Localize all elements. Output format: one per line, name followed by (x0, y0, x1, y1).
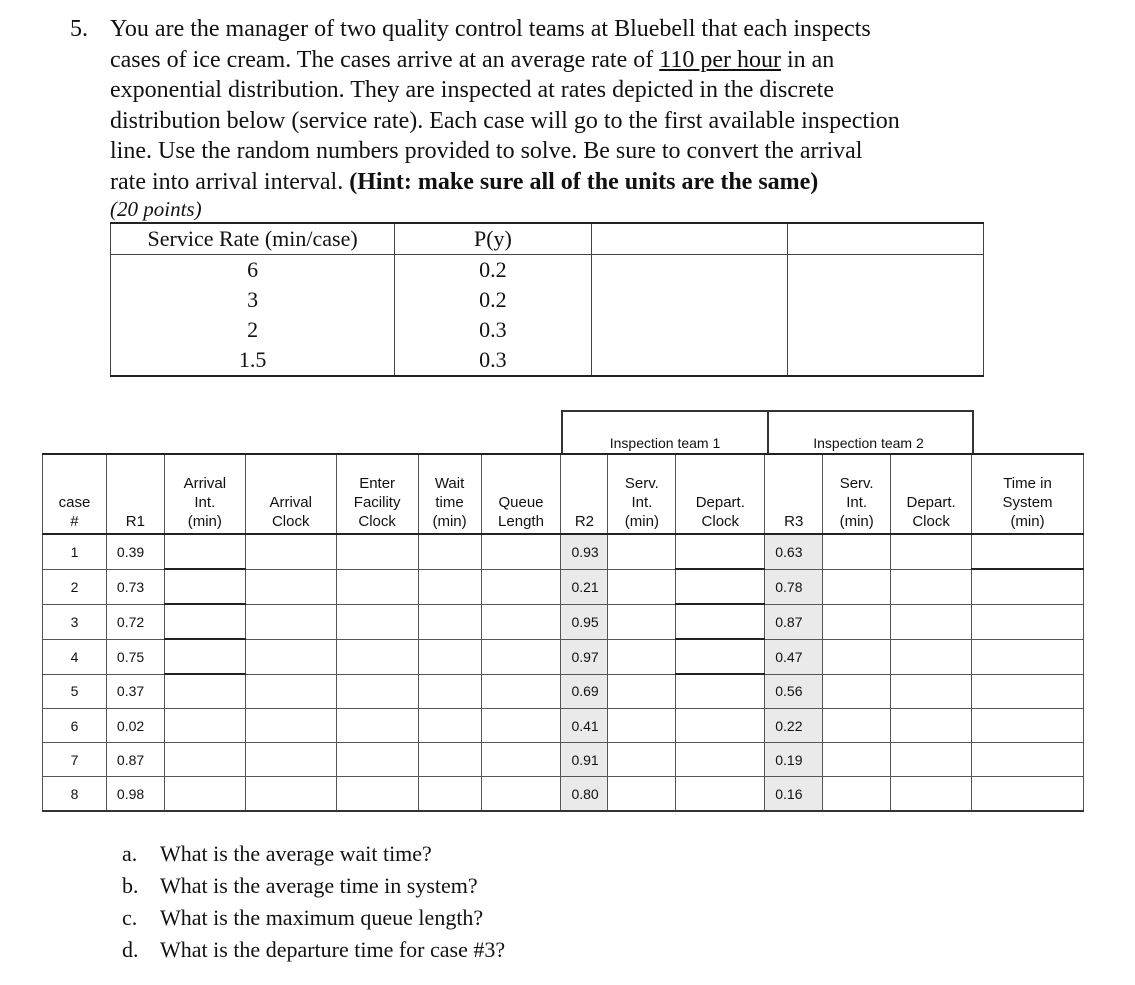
case-number: 6 (43, 709, 107, 743)
time-in-system-cell[interactable] (972, 534, 1084, 569)
arrival-clock-cell[interactable] (245, 777, 336, 812)
service-rate-distribution-table (110, 222, 984, 377)
enter-facility-clock-cell[interactable] (336, 709, 418, 743)
depart-clock-1-cell[interactable] (676, 534, 765, 569)
depart-clock-2-cell[interactable] (891, 639, 972, 674)
header-text: Serv. (624, 475, 659, 492)
r1-value: 0.02 (106, 709, 164, 743)
queue-length-cell[interactable] (481, 674, 561, 709)
arrival-clock-cell[interactable] (245, 743, 336, 777)
depart-clock-1-cell[interactable] (676, 777, 765, 812)
arrival-clock-cell[interactable] (245, 604, 336, 639)
queue-length-cell[interactable] (481, 534, 561, 569)
depart-clock-1-cell[interactable] (676, 709, 765, 743)
depart-clock-2-cell[interactable] (891, 709, 972, 743)
table-row (43, 674, 1084, 709)
header-text: (min) (1010, 513, 1045, 530)
col-depart-clock-2 (891, 454, 972, 534)
service-interval-1-cell[interactable] (608, 534, 676, 569)
table-row (43, 743, 1084, 777)
service-interval-2-cell[interactable] (823, 743, 891, 777)
r3-value: 0.22 (765, 709, 823, 743)
enter-facility-clock-cell[interactable] (336, 674, 418, 709)
question-text: What is the average time in system? (160, 873, 478, 898)
arrival-interval-cell[interactable] (164, 777, 245, 812)
arrival-interval-cell[interactable] (164, 639, 245, 674)
case-number: 1 (43, 534, 107, 569)
enter-facility-clock-cell[interactable] (336, 604, 418, 639)
question-text: What is the departure time for case #3? (160, 937, 506, 962)
time-in-system-cell[interactable] (972, 639, 1084, 674)
wait-time-cell[interactable] (418, 604, 481, 639)
header-text: Int. (846, 494, 868, 511)
problem-line-4: distribution below (service rate). Each case will go to the first available inspection (110, 107, 900, 134)
r1-value: 0.73 (106, 569, 164, 604)
col-queue-length (481, 454, 561, 534)
depart-clock-1-cell[interactable] (676, 674, 765, 709)
header-text: (min) (839, 513, 874, 530)
service-rate-value: 3 (111, 285, 395, 315)
header-text: (min) (624, 513, 659, 530)
r3-value: 0.56 (765, 674, 823, 709)
problem-number: 5. (70, 16, 88, 42)
case-number: 3 (43, 604, 107, 639)
enter-facility-clock-cell[interactable] (336, 743, 418, 777)
header-text: Length (498, 513, 544, 530)
r1-value: 0.87 (106, 743, 164, 777)
wait-time-cell[interactable] (418, 777, 481, 812)
queue-length-cell[interactable] (481, 777, 561, 812)
depart-clock-1-cell[interactable] (676, 604, 765, 639)
problem-text: rate into arrival interval. (110, 168, 350, 195)
wait-time-cell[interactable] (418, 743, 481, 777)
r3-value: 0.16 (765, 777, 823, 812)
r2-value: 0.69 (561, 674, 608, 709)
inspection-team-2-label: Inspection team 2 (765, 410, 974, 455)
question-label: b. (122, 873, 139, 898)
queue-length-cell[interactable] (481, 604, 561, 639)
col-depart-clock-1 (676, 454, 765, 534)
time-in-system-cell[interactable] (972, 569, 1084, 604)
r2-value: 0.91 (561, 743, 608, 777)
depart-clock-1-cell[interactable] (676, 569, 765, 604)
queue-length-cell[interactable] (481, 569, 561, 604)
arrival-interval-cell[interactable] (164, 604, 245, 639)
arrival-clock-cell[interactable] (245, 569, 336, 604)
blank-cell[interactable] (591, 345, 787, 376)
header-probability: P(y) (395, 223, 591, 255)
problem-line-3: exponential distribution. They are inspected at rates depicted in the discrete (110, 77, 834, 103)
header-text: Serv. (839, 475, 874, 492)
header-text: (min) (187, 513, 222, 530)
points-label: (20 points) (110, 197, 202, 221)
r3-value: 0.19 (765, 743, 823, 777)
service-interval-1-cell[interactable] (608, 709, 676, 743)
blank-cell[interactable] (591, 285, 787, 315)
service-interval-1-cell[interactable] (608, 639, 676, 674)
service-interval-1-cell[interactable] (608, 743, 676, 777)
question-b (122, 870, 505, 902)
header-text: Int. (194, 494, 216, 511)
header-text: Arrival (269, 494, 312, 511)
col-arrival-interval (164, 454, 245, 534)
service-interval-1-cell[interactable] (608, 674, 676, 709)
header-text: Clock (271, 513, 310, 530)
r2-value: 0.95 (561, 604, 608, 639)
service-interval-2-cell[interactable] (823, 639, 891, 674)
col-case (43, 454, 107, 534)
col-arrival-clock (245, 454, 336, 534)
arrival-clock-cell[interactable] (245, 639, 336, 674)
time-in-system-cell[interactable] (972, 674, 1084, 709)
service-interval-1-cell[interactable] (608, 777, 676, 812)
blank-cell[interactable] (787, 315, 983, 345)
problem-line-6 (110, 167, 900, 198)
blank-cell[interactable] (591, 315, 787, 345)
header-text: Clock (701, 513, 740, 530)
time-in-system-cell[interactable] (972, 709, 1084, 743)
table-row (43, 709, 1084, 743)
simulation-table (42, 453, 1084, 812)
header-text: Int. (631, 494, 653, 511)
col-service-interval-1 (608, 454, 676, 534)
wait-time-cell[interactable] (418, 639, 481, 674)
enter-facility-clock-cell[interactable] (336, 777, 418, 812)
question-label: d. (122, 937, 139, 962)
header-text: (min) (432, 513, 467, 530)
depart-clock-2-cell[interactable] (891, 534, 972, 569)
inspection-team-1-label: Inspection team 1 (561, 410, 769, 455)
header-text: Clock (358, 513, 396, 530)
problem-text: cases of ice cream. The cases arrive at an average rate of (110, 46, 660, 73)
header-text: Depart. (695, 494, 745, 511)
enter-facility-clock-cell[interactable] (336, 569, 418, 604)
distribution-row (111, 255, 984, 286)
service-interval-2-cell[interactable] (823, 604, 891, 639)
header-text: Arrival (183, 475, 227, 492)
arrival-clock-cell[interactable] (245, 534, 336, 569)
queue-length-cell[interactable] (481, 743, 561, 777)
depart-clock-2-cell[interactable] (891, 777, 972, 812)
problem-text: in an (780, 46, 835, 73)
wait-time-cell[interactable] (418, 569, 481, 604)
arrival-interval-cell[interactable] (164, 674, 245, 709)
service-interval-2-cell[interactable] (823, 777, 891, 812)
r3-value: 0.47 (765, 639, 823, 674)
col-r3: R3 (765, 454, 823, 534)
r3-value: 0.78 (765, 569, 823, 604)
question-label: c. (122, 905, 138, 930)
arrival-interval-cell[interactable] (164, 569, 245, 604)
depart-clock-1-cell[interactable] (676, 743, 765, 777)
distribution-row (111, 285, 984, 315)
problem-line-2 (110, 45, 900, 76)
service-interval-2-cell[interactable] (823, 569, 891, 604)
r2-value: 0.80 (561, 777, 608, 812)
probability-value: 0.2 (395, 255, 591, 286)
arrival-interval-cell[interactable] (164, 534, 245, 569)
blank-cell[interactable] (591, 255, 787, 286)
service-interval-1-cell[interactable] (608, 604, 676, 639)
enter-facility-clock-cell[interactable] (336, 639, 418, 674)
case-number: 2 (43, 569, 107, 604)
col-service-interval-2 (823, 454, 891, 534)
arrival-interval-cell[interactable] (164, 709, 245, 743)
header-text: time (435, 494, 464, 511)
header-text: Depart. (906, 494, 956, 511)
header-text: Wait (434, 475, 465, 492)
blank-cell[interactable] (787, 255, 983, 286)
arrival-clock-cell[interactable] (245, 674, 336, 709)
col-enter-facility-clock (336, 454, 418, 534)
table-row (43, 604, 1084, 639)
time-in-system-cell[interactable] (972, 743, 1084, 777)
distribution-row (111, 345, 984, 376)
service-interval-2-cell[interactable] (823, 709, 891, 743)
service-rate-value: 6 (111, 255, 395, 286)
distribution-row (111, 315, 984, 345)
header-text: Clock (912, 513, 950, 530)
problem-line-5: line. Use the random numbers provided to solve. Be sure to convert the arrival (110, 138, 863, 164)
service-rate-value: 2 (111, 315, 395, 345)
question-d (122, 934, 505, 966)
blank-cell[interactable] (787, 285, 983, 315)
depart-clock-2-cell[interactable] (891, 569, 972, 604)
header-blank-cell[interactable] (591, 223, 787, 255)
r1-value: 0.37 (106, 674, 164, 709)
service-interval-2-cell[interactable] (823, 674, 891, 709)
header-text: Facility (353, 494, 401, 511)
service-rate-value: 1.5 (111, 345, 395, 376)
queue-length-cell[interactable] (481, 709, 561, 743)
header-text: Queue (498, 494, 544, 511)
table-row (43, 639, 1084, 674)
question-list (122, 838, 505, 966)
probability-value: 0.3 (395, 345, 591, 376)
r1-value: 0.98 (106, 777, 164, 812)
depart-clock-1-cell[interactable] (676, 639, 765, 674)
question-c (122, 902, 505, 934)
col-r2: R2 (561, 454, 608, 534)
hint-bold: (Hint: make sure all of the units are the same) (349, 168, 819, 195)
time-in-system-cell[interactable] (972, 777, 1084, 812)
header-text: # (70, 513, 79, 530)
header-text: Time in (1003, 475, 1052, 492)
r1-value: 0.75 (106, 639, 164, 674)
simulation-table-area (42, 410, 1084, 810)
depart-clock-2-cell[interactable] (891, 674, 972, 709)
table-row (43, 534, 1084, 569)
col-r1: R1 (106, 454, 164, 534)
r3-value: 0.63 (765, 534, 823, 569)
r2-value: 0.21 (561, 569, 608, 604)
table-row (43, 777, 1084, 812)
header-service-rate: Service Rate (min/case) (111, 223, 395, 255)
arrival-rate-underlined: 110 per hour (659, 46, 781, 73)
header-text: System (1002, 494, 1053, 511)
case-number: 4 (43, 639, 107, 674)
service-interval-1-cell[interactable] (608, 569, 676, 604)
depart-clock-2-cell[interactable] (891, 604, 972, 639)
wait-time-cell[interactable] (418, 534, 481, 569)
case-number: 5 (43, 674, 107, 709)
header-text: Enter (359, 475, 396, 492)
time-in-system-cell[interactable] (972, 604, 1084, 639)
r1-value: 0.72 (106, 604, 164, 639)
case-number: 7 (43, 743, 107, 777)
question-text: What is the average wait time? (160, 841, 432, 866)
queue-length-cell[interactable] (481, 639, 561, 674)
wait-time-cell[interactable] (418, 709, 481, 743)
service-interval-2-cell[interactable] (823, 534, 891, 569)
col-wait-time (418, 454, 481, 534)
r2-value: 0.41 (561, 709, 608, 743)
table-row (43, 569, 1084, 604)
r3-value: 0.87 (765, 604, 823, 639)
question-a (122, 838, 505, 870)
probability-value: 0.3 (395, 315, 591, 345)
r2-value: 0.93 (561, 534, 608, 569)
question-text: What is the maximum queue length? (160, 905, 484, 930)
r2-value: 0.97 (561, 639, 608, 674)
arrival-interval-cell[interactable] (164, 743, 245, 777)
col-time-in-system (972, 454, 1084, 534)
arrival-clock-cell[interactable] (245, 709, 336, 743)
enter-facility-clock-cell[interactable] (336, 534, 418, 569)
depart-clock-2-cell[interactable] (891, 743, 972, 777)
problem-line-1: You are the manager of two quality control teams at Bluebell that each inspects (110, 16, 871, 42)
header-blank-cell[interactable] (787, 223, 983, 255)
probability-value: 0.2 (395, 285, 591, 315)
header-text: case (58, 494, 91, 511)
simulation-header-row (43, 454, 1084, 534)
case-number: 8 (43, 777, 107, 812)
wait-time-cell[interactable] (418, 674, 481, 709)
distribution-header-row (111, 223, 984, 255)
r1-value: 0.39 (106, 534, 164, 569)
blank-cell[interactable] (787, 345, 983, 376)
question-label: a. (122, 841, 138, 866)
